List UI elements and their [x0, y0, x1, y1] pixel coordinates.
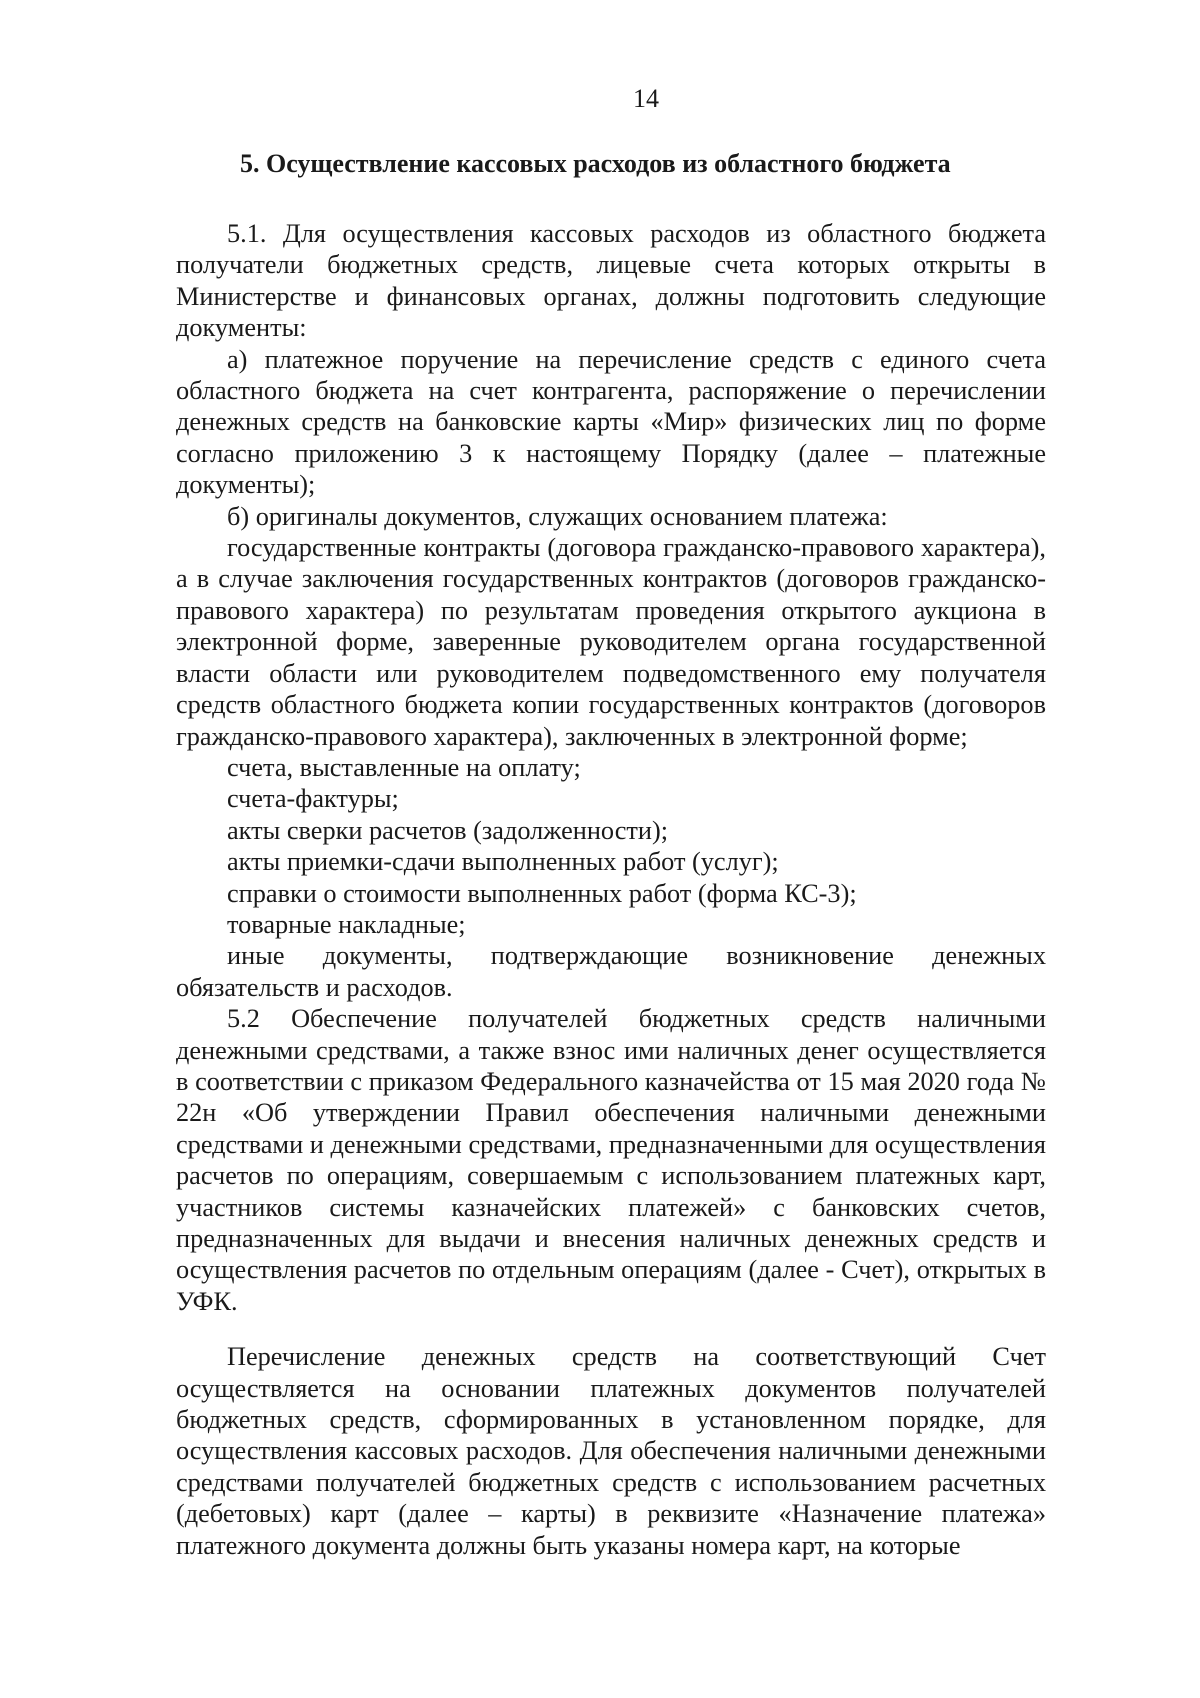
paragraph-5-2: 5.2 Обеспечение получателей бюджетных средств наличными денежными средствами, а также взнос ими наличных денег осуществляется в соответствии с приказом Федерального казначейства от 15 мая 2020 года № 22н «Об утверждении Правил обеспечения наличными денежными средствами и денежными средствами, предназначенными для осуществления расчетов по операциям, совершаемым с использованием платежных карт, участников системы казначейских платежей» с банковских счетов, предназначенных для выдачи и внесения наличных денежных средств и осуществления расчетов по отдельным операциям (далее - Счет), открытых в УФК.: [176, 1004, 1046, 1316]
paragraph-transfer: Перечисление денежных средств на соответствующий Счет осуществляется на основании платежных документов получателей бюджетных средств, сформированных в установленном порядке, для осуществления кассовых расходов. Для обеспечения наличными денежными средствами получателей бюджетных средств с использованием расчетных (дебетовых) карт (далее – карты) в реквизите «Назначение платежа» платежного документа должны быть указаны номера карт, на которые: [176, 1342, 1046, 1560]
paragraph-item-b: б) оригиналы документов, служащих основанием платежа:: [227, 501, 888, 531]
page-number: 14: [633, 84, 659, 113]
list-item-invoices: счета, выставленные на оплату;: [227, 752, 581, 782]
list-item-tax-invoices: счета-фактуры;: [227, 784, 399, 814]
list-item-ks3-certificates: справки о стоимости выполненных работ (форма КС-3);: [227, 878, 857, 908]
paragraph-item-a: а) платежное поручение на перечисление средств с единого счета областного бюджета на счет контрагента, распоряжение о перечислении денежных средств на банковские карты «Мир» физических лиц по форме согласно приложению 3 к настоящему Порядку (далее – платежные документы);: [176, 344, 1046, 500]
list-item-waybills: товарные накладные;: [227, 909, 466, 939]
paragraph-5-1: 5.1. Для осуществления кассовых расходов из областного бюджета получатели бюджетных средств, лицевые счета которых открыты в Министерстве и финансовых органах, должны подготовить следующие документы:: [176, 219, 1046, 343]
list-item-other-documents: иные документы, подтверждающие возникновение денежных обязательств и расходов.: [176, 941, 1046, 1002]
section-heading: 5. Осуществление кассовых расходов из областного бюджета: [240, 149, 951, 178]
body-text: [176, 218, 1046, 1561]
list-item-acceptance-acts: акты приемки-сдачи выполненных работ (услуг);: [227, 847, 779, 877]
list-item-reconciliation-acts: акты сверки расчетов (задолженности);: [227, 815, 669, 845]
paragraph-contracts: государственные контракты (договора гражданско-правового характера), а в случае заключения государственных контрактов (договоров гражданско-правового характера) по результатам проведения открытого аукциона в электронной форме, заверенные руководителем органа государственной власти области или руководителем подведомственного ему получателя средств областного бюджета копии государственных контрактов (договоров гражданско-правового характера), заключенных в электронной форме;: [176, 533, 1046, 751]
